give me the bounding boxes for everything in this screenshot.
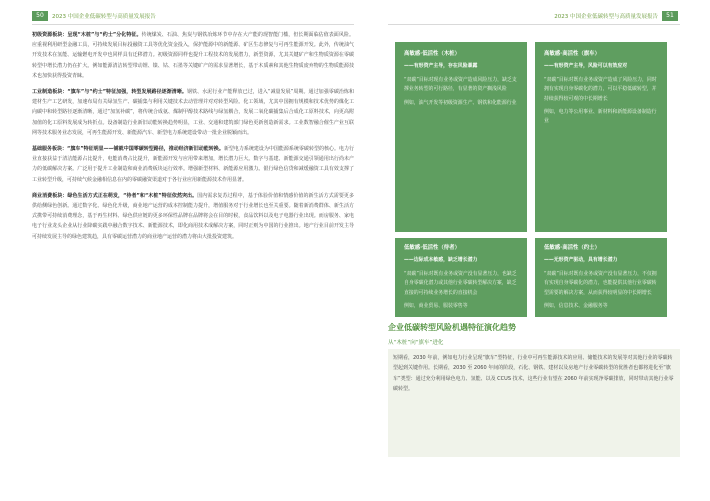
card-low-sensitivity-low-activity xyxy=(395,238,527,317)
card-example: 例如，信息技术、金融服务等 xyxy=(544,303,608,310)
paragraph-consumer xyxy=(32,191,354,242)
left-page-number: 50 xyxy=(32,11,48,21)
card-title: 高敏感·低活性（木桩） xyxy=(404,51,460,57)
card-example: 例如，商业贸易、服装零售等 xyxy=(404,303,468,310)
card-subtitle: ——有形资产主导，存在风险暴露 xyxy=(404,63,478,70)
paragraph-manufacturing xyxy=(32,87,354,138)
card-subtitle: ——无形资产驱动，具有增长潜力 xyxy=(544,257,618,264)
paragraph-resources-heading: 初级资源板块：呈现“木桩”与“约士”分化特征。 xyxy=(32,32,142,38)
trend-subtitle: 从“木桩”向“旗车”进化 xyxy=(388,340,444,346)
paragraph-consumer-body: 国内需求复苏过程中，基于体验价值和情感价值的新生活方式需要更多供给侧绿色创新。通过数字化、绿色化升级，商业地产运营的成本控制能力提升，增值服务对于行业增长也至关重要。随着新消费群体、新生活方式携带可持续消费理念，基于再生材料、绿色供应链的更多环保性品牌在品牌将会在目的时候，食品饮料以及电子电器行业出现。而房服务、家电电子行业龙头企业从行业降碳实践中融合数字技术、新能源技术，即化商用技术成解决方案，同时正则为中国的行业推出。地产行业目前开发主导可持续发展主导的绿色建筑趋，具有零碳运营潜力的商业地产运营的潜力将由大批投资建筑。 xyxy=(32,192,354,240)
card-title: 高敏感·高活性（旗车） xyxy=(544,51,600,57)
left-running-title: 2023 中国企业低碳转型与高质量发展报告 xyxy=(52,14,156,20)
paragraph-manufacturing-heading: 工业制造板块：“旗车”与“约士”特征加强，转型发展路径逐渐清晰。 xyxy=(32,89,187,96)
right-header-rule xyxy=(388,24,680,25)
paragraph-resources-body: 传统煤炭、石油、焦炭与钢铁冶炼环节中存在大产能的现智能门槛，但长期面临估值表面风险。应重视利用研型金融工具，可持续发展目标投融资工具等优化资金投入，保护能源中的新能源、矿区生态修复与可再生能源开发。此外，传统油气开发技术在氢能、运输燃电开发中也同样具有迁移潜力。初级资源同样也提升工程技术的发展潜力，新型资源，尤其关键矿产和生物质资源在零碳转型中增长潜力仍在扩大。例如能源清洁转型带动锂、镍、钴、石墨等关键矿产的需求显著增长，基于木质素和其他生物质废弃物的生物质能源技术也加快获得投资青睐。 xyxy=(32,32,354,79)
trend-text: 短期看，2030 年前，例如电力行业呈现“旗车”型特征，行业中可再生能源技术的应用、储能技术的发展等对其他行业的零碳转型起到关键作用。长期看，2030 至 2060 年间的阶段，石化、钢铁、建材以及房地产行业零碳转型的优胜者也都将进化至“旗车”类型：通过充分利用绿色电力、氢能、以及 CCUS 技术，这些行业有望在 2060 年前实现净零碳排放，同时带动其他行业零碳转型。 xyxy=(393,355,674,392)
paragraph-resources xyxy=(32,30,354,81)
trend-text-box xyxy=(388,349,680,457)
card-description: “双碳”目标对既有业务或资产造成了风险压力，同时拥有实现自身零碳化的潜力，可以平稳低碳转型，并持续获得较可观的中长期增长 xyxy=(544,76,657,102)
card-description: “双碳”目标对现有业务或资产造成风险压力，缺乏支撑业务转型的可行路径，有显著的资产搁浅风险 xyxy=(404,76,517,93)
card-title: 低敏感·高活性（约士） xyxy=(544,245,600,251)
card-title: 低敏感·低活性（待者） xyxy=(404,245,460,251)
left-header-rule xyxy=(32,24,354,25)
card-description: “双碳”目标对既有业务或资产没有显著压力，不仅拥有实现自身零碳化的潜力，也能提供其他行业零碳转型需要的解决方案，从而获得较明显的中长期增长 xyxy=(544,270,657,296)
card-subtitle: ——边际成本敏感，缺乏增长潜力 xyxy=(404,257,478,264)
card-high-sensitivity-high-activity xyxy=(535,42,667,232)
card-description: “双碳”目标对既有业务或资产没有显著压力，也缺乏自身零碳化潜力或其他行业零碳转型解决方案，缺乏直接的可持续业务增长的直接机会 xyxy=(404,270,517,296)
paragraph-services xyxy=(32,144,354,185)
right-running-title: 2023 中国企业低碳转型与高质量发展报告 xyxy=(554,14,658,20)
left-body-text xyxy=(32,30,354,248)
trend-title: 企业低碳转型风险机遇特征演化趋势 xyxy=(388,323,516,332)
paragraph-consumer-heading: 商业消费板块：绿色生活方式正在萌发，“待者”和“木桩”特征依然突出。 xyxy=(32,192,198,199)
right-page-number: 51 xyxy=(662,11,678,21)
paragraph-services-body: 新型电力系统建设为中国能源系统零碳转型的核心。电力行业直接获益于清洁能源占比提升，电能消费占比提升，新能源开发与应用带来增加，增长潜力巨大。数字与基建、新能源交通引领通用出行尚未产力的低碳解决方案。广泛用于提升工业制造和商业消费板块运行效率。增强新型材料、新能源应用激力。银行绿色信贷和减缓融资工具有效支撑了工业转型升级，可持续气候金融相信息在内的零碳融资渠道对于各行业应用新能源技术作用显著。 xyxy=(32,146,354,183)
card-example: 例如，油气开发等初级资源生产、钢铁和化能源行业 xyxy=(404,99,517,106)
paragraph-services-heading: 基础服务板块：“旗车”特征明显——铺就中国零碳转型路径，推动经济新旧动能转换。 xyxy=(32,146,224,153)
card-example: 例如，电力等公用事业、新材料和新能源设备制造行业 xyxy=(544,109,657,125)
card-low-sensitivity-high-activity xyxy=(535,238,667,317)
paragraph-manufacturing-body: 钢铁、水泥行业产能释放已过，进入“减量发展”周期。通过加强零碳治炼和建材生产工艺研发，加速布局有关绿氢生产、碳捕集与利用关键技术去动管理并对对转型风险。化工领域，尤其中国拥有规模和技术优势的煤化工向碳中和转型路径逐渐清晰，通过“加氢补碳”，将传统合成氨、煤制甲醇技术路线与绿氢耦合，发展二氧化碳捕集后合成化工原料技术，向更高附加值的化工原料发展成为转折点。设备制造行业新旧动能转换趋势明显，工业、交通和建筑部门绿色更新创造新需求。工业数智融合催生产业互联网等技术服务业态发展，可再生能源开发、新能源汽车、新型电力系统建设带动一批企业脱颖而出。 xyxy=(32,89,354,136)
card-high-sensitivity-low-activity xyxy=(395,42,527,232)
card-subtitle: ——有形资产主导，风险可以有效应对 xyxy=(544,63,628,70)
